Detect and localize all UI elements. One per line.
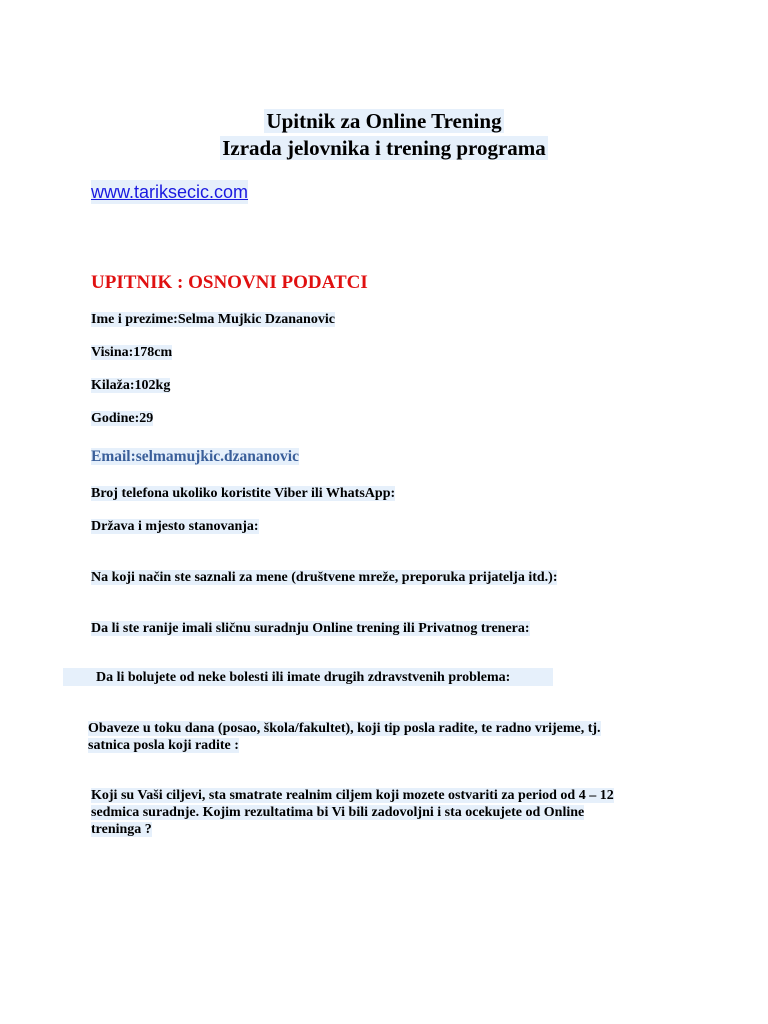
field-phone [91,485,395,502]
title-line-1: Upitnik za Online Trening [266,109,502,133]
website-link[interactable]: www.tariksecic.com [91,182,249,202]
field-age-text: Godine:29 [91,411,154,426]
field-name [91,311,335,328]
title-line-2: Izrada jelovnika i trening programa [222,136,546,160]
question-obligations [88,720,601,754]
question-previous [91,620,530,637]
question-how-found-text: Na koji način ste saznali za mene (društvene mreže, preporuka prijatelja itd.): [91,570,558,585]
document-subtitle [0,135,768,161]
question-obligations-line-2: satnica posla koji radite : [88,738,239,753]
section-heading: UPITNIK : OSNOVNI PODATCI [91,272,368,293]
field-weight-text: Kilaža:102kg [91,378,171,393]
field-country [91,518,259,535]
field-weight [91,377,170,394]
question-goals-line-2: sedmica suradnje. Kojim rezultatima bi Vi bili zadovoljni i sta ocekujete od Online [91,805,585,820]
field-height-text: Visina:178cm [91,345,173,360]
field-name-text: Ime i prezime:Selma Mujkic Dzananovic [91,312,335,327]
question-previous-text: Da li ste ranije imali sličnu suradnju Online trening ili Privatnog trenera: [91,621,530,636]
question-health [96,669,510,686]
question-how-found [91,569,557,586]
question-obligations-line-1: Obaveze u toku dana (posao, škola/fakultet), koji tip posla radite, te radno vrijeme, tj. [88,721,601,736]
field-phone-text: Broj telefona ukoliko koristite Viber ili WhatsApp: [91,486,396,501]
document-title [0,108,768,134]
question-health-text: Da li bolujete od neke bolesti ili imate drugih zdravstvenih problema: [96,670,511,685]
field-age [91,410,153,427]
field-country-text: Država i mjesto stanovanja: [91,519,259,534]
field-email-text: Email:selmamujkic.dzananovic [91,448,299,465]
field-email [91,447,299,467]
question-goals-line-1: Koji su Vaši ciljevi, sta smatrate realnim ciljem koji mozete ostvariti za period od 4 – 12 [91,788,614,803]
question-goals-line-3: treninga ? [91,822,152,837]
field-height [91,344,172,361]
question-goals [91,787,614,838]
